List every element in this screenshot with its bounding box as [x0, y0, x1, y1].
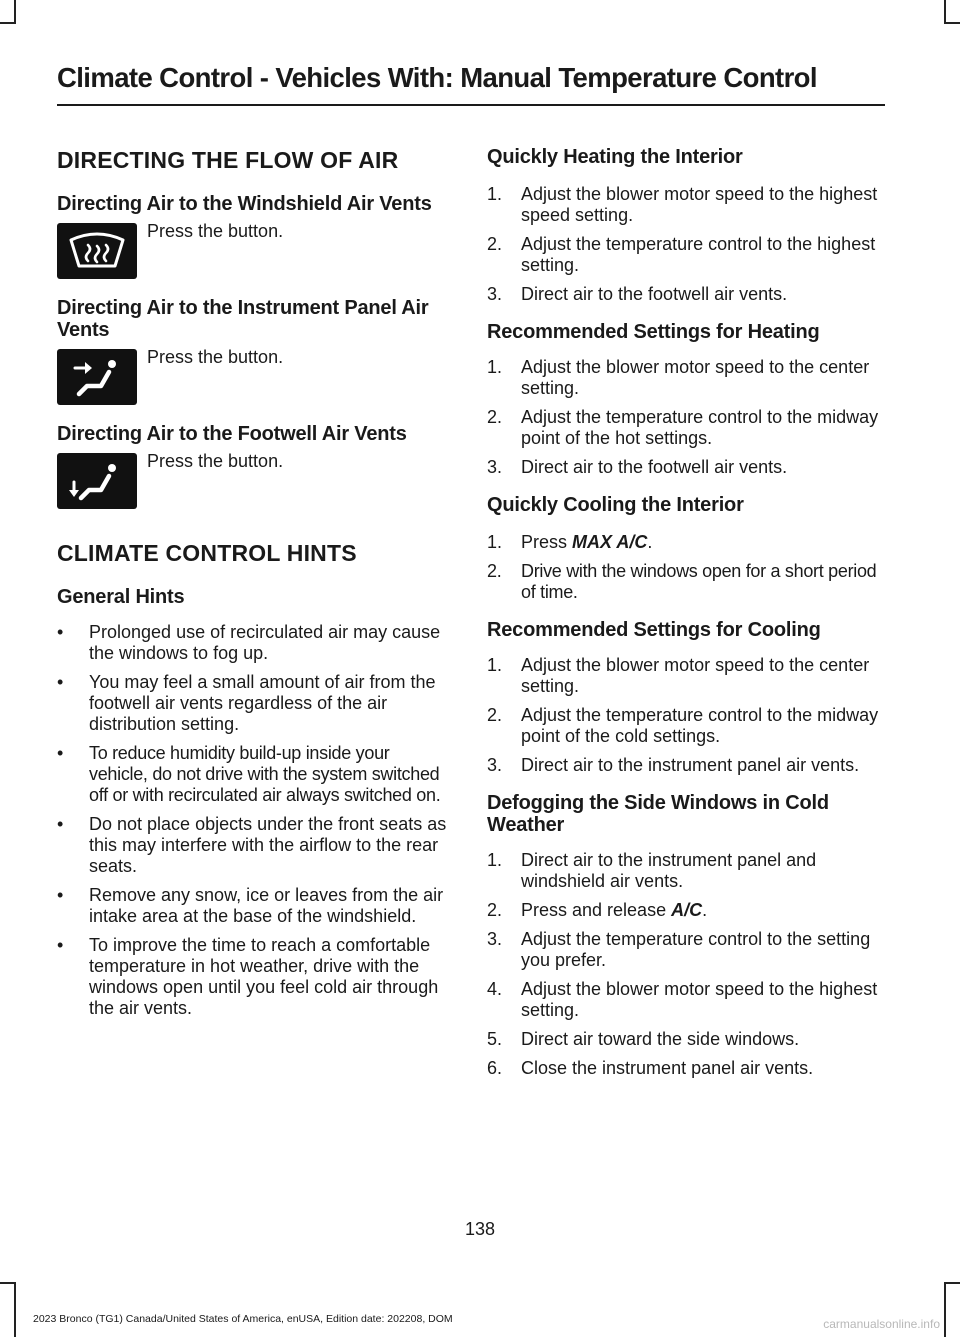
list-item: 3. Direct air to the instrument panel air vents. — [487, 755, 860, 775]
footwell-vents-row — [57, 450, 447, 509]
quick-heat-heading: Quickly Heating the Interior — [487, 146, 743, 168]
list-item: 1. Adjust the blower motor speed to the highest speed setting. — [487, 184, 878, 225]
crop-mark — [944, 1282, 946, 1337]
watermark: carmanualsonline.info — [823, 1317, 940, 1331]
crop-mark — [944, 0, 946, 22]
crop-mark — [944, 1282, 960, 1284]
list-item: 1. Press MAX A/C. — [487, 532, 653, 552]
bullet: • — [57, 884, 64, 905]
defog-heading: Defogging the Side Windows in Cold Weather — [487, 792, 829, 836]
footwell-vents-icon — [57, 453, 137, 509]
right-column — [487, 146, 882, 1095]
list-item: • Do not place objects under the front seats as this may interfere with the airflow to the rear seats. — [57, 813, 447, 876]
bullet: • — [57, 813, 64, 834]
panel-vents-heading: Directing Air to the Instrument Panel Air Vents — [57, 296, 429, 341]
footer-edition-text: 2023 Bronco (TG1) Canada/United States of America, enUSA, Edition date: 202208, DOM — [33, 1313, 453, 1325]
section-heading-hints: CLIMATE CONTROL HINTS — [57, 539, 357, 566]
quick-cool-heading: Quickly Cooling the Interior — [487, 494, 744, 516]
bullet: • — [57, 934, 64, 955]
list-item: 2. Adjust the temperature control to the midway point of the hot settings. — [487, 407, 879, 448]
crop-mark — [0, 22, 16, 24]
list-item: • To improve the time to reach a comfortable temperature in hot weather, drive with the windows open until you feel cold air through the air vents. — [57, 934, 439, 1018]
list-item: 4. Adjust the blower motor speed to the highest setting. — [487, 979, 878, 1020]
list-item: 3. Direct air to the footwell air vents. — [487, 284, 788, 304]
bullet: • — [57, 621, 64, 642]
rec-cool-heading: Recommended Settings for Cooling — [487, 619, 821, 641]
defog-steps — [487, 850, 882, 1079]
section-heading-airflow: DIRECTING THE FLOW OF AIR — [57, 147, 399, 173]
list-item: 1. Adjust the blower motor speed to the center setting. — [487, 655, 870, 696]
list-item: • You may feel a small amount of air from the footwell air vents regardless of the air distribution setting. — [57, 671, 436, 734]
windshield-vents-heading: Directing Air to the Windshield Air Vents — [57, 192, 432, 215]
panel-vents-icon — [57, 349, 137, 405]
max-ac-keyword: MAX A/C — [572, 532, 648, 552]
windshield-vents-text: Press the button. — [147, 220, 284, 241]
list-item: 3. Direct air to the footwell air vents. — [487, 457, 788, 477]
list-item: 2. Adjust the temperature control to the midway point of the cold settings. — [487, 705, 879, 746]
list-item: • Remove any snow, ice or leaves from the air intake area at the base of the windshield. — [57, 884, 444, 926]
list-item: 1. Adjust the blower motor speed to the center setting. — [487, 357, 870, 398]
windshield-defrost-icon — [57, 223, 137, 279]
list-item: 2. Adjust the temperature control to the highest setting. — [487, 234, 876, 275]
panel-vents-text: Press the button. — [147, 346, 284, 367]
ac-keyword: A/C — [671, 900, 703, 920]
left-column — [57, 146, 447, 1035]
list-item: • To reduce humidity build-up inside your vehicle, do not drive with the system switched off or with recirculated air always switched on. — [57, 742, 441, 805]
list-item: 5. Direct air toward the side windows. — [487, 1029, 800, 1049]
footwell-vents-text: Press the button. — [147, 450, 284, 471]
footwell-vents-heading: Directing Air to the Footwell Air Vents — [57, 422, 407, 445]
crop-mark — [0, 1282, 16, 1284]
list-item: 6. Close the instrument panel air vents. — [487, 1058, 814, 1078]
list-item: 3. Adjust the temperature control to the setting you prefer. — [487, 929, 871, 970]
rec-heat-heading: Recommended Settings for Heating — [487, 321, 820, 343]
quick-heat-steps — [487, 184, 882, 305]
rec-cool-steps — [487, 655, 882, 776]
list-item: 1. Direct air to the instrument panel and windshield air vents. — [487, 850, 817, 891]
general-hints-heading: General Hints — [57, 585, 185, 608]
page-header-title: Climate Control - Vehicles With: Manual Temperature Control — [57, 62, 817, 93]
quick-cool-steps — [487, 532, 882, 603]
crop-mark — [14, 1282, 16, 1337]
windshield-vents-row — [57, 220, 447, 279]
page-number: 138 — [464, 1219, 496, 1239]
panel-vents-row — [57, 346, 447, 405]
rec-heat-steps — [487, 357, 882, 478]
list-item: • Prolonged use of recirculated air may cause the windows to fog up. — [57, 621, 441, 663]
general-hints-list — [57, 622, 447, 1019]
crop-mark — [14, 0, 16, 22]
list-item: 2. Press and release A/C. — [487, 900, 708, 920]
header-rule — [57, 104, 885, 106]
crop-mark — [944, 22, 960, 24]
bullet: • — [57, 671, 64, 692]
list-item: 2. Drive with the windows open for a short period of time. — [487, 561, 877, 602]
bullet: • — [57, 742, 64, 763]
